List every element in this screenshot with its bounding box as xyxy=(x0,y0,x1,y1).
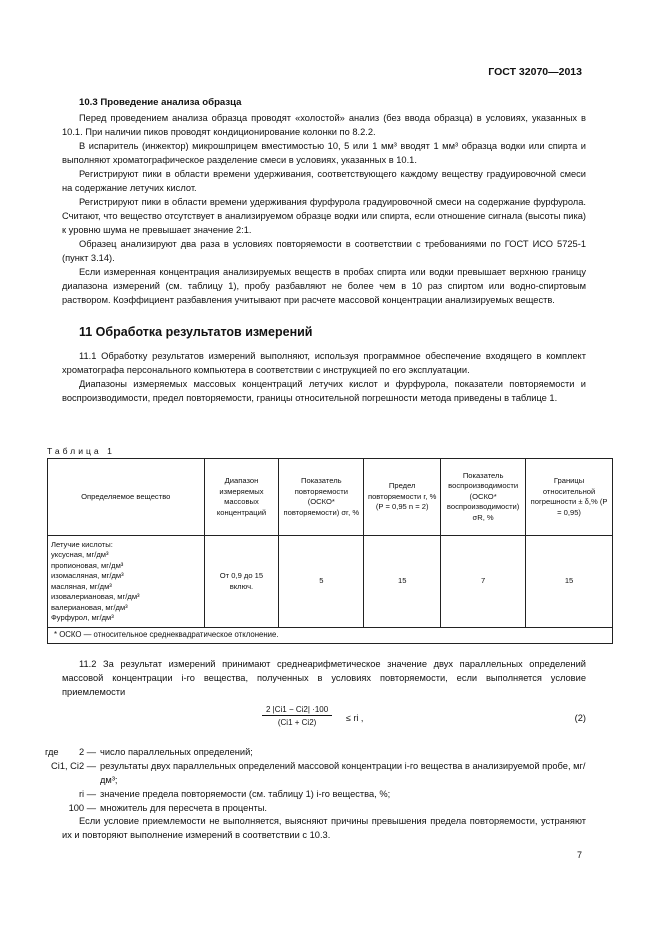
section-11-title: 11 Обработка результатов измерений xyxy=(79,325,313,339)
where-row xyxy=(45,745,586,759)
sigma-r-cell: 5 xyxy=(279,536,364,628)
table-header-cell: Определяемое вещество xyxy=(48,459,205,536)
substance-item: уксусная, мг/дм³ xyxy=(51,550,109,559)
delta-cell: 15 xyxy=(526,536,613,628)
paragraph: В испаритель (инжектор) микрошприцем вместимостью 10, 5 или 1 мм³ вводят 1 мм³ образца водки или спирта и выполняют хроматографическое разделение смеси в условиях, указанных в 10.1. xyxy=(62,141,586,165)
where-desc: результаты двух параллельных определений массовой концентрации i-го вещества в анализируемой пробе, мг/дм³; xyxy=(100,761,586,785)
r-cell: 15 xyxy=(364,536,441,628)
paragraph: Если измеренная концентрация анализируемых веществ в пробах спирта или водки превышает верхнюю границу диапазона измерений (см. таблицу 1), пробу разбавляют не более чем в 10 раз спиртом или водно-спиртовым раствором. Коэффициент разбавления учитывают при расчете массовой концентрации анализируемых веществ. xyxy=(62,267,586,305)
page-number: 7 xyxy=(576,850,582,860)
where-row xyxy=(45,801,586,815)
section-10-3-title: 10.3 Проведение анализа образца xyxy=(79,97,242,108)
where-key: ri — xyxy=(78,789,96,799)
table-1 xyxy=(47,458,613,644)
paragraph: Образец анализируют два раза в условиях повторяемости в соответствии с требованиями по ГОСТ ИСО 5725-1 (пункт 3.14). xyxy=(62,239,586,263)
where-desc: значение предела повторяемости (см. таблицу 1) i-го вещества, %; xyxy=(100,789,391,799)
where-row xyxy=(45,787,586,801)
section-11-body xyxy=(62,349,586,405)
substance-item: изомасляная, мг/дм³ xyxy=(51,571,124,580)
table-note: * ОСКО — относительное среднеквадратическое отклонение. xyxy=(48,628,613,644)
table-header-cell: Предел повторяемости r, % (P = 0,95 n = 2) xyxy=(364,459,441,536)
table-header-cell: Границы относительной погрешности ± δ,% (P = 0,95) xyxy=(526,459,613,536)
where-key: Ci1, Ci2 — xyxy=(51,761,96,771)
paragraph: Если условие приемлемости не выполняется, выясняют причины превышения предела повторяемости, устраняют их и повторяют выполнение измерений в соответствии с 10.3. xyxy=(62,816,586,840)
substance-item: масляная, мг/дм³ xyxy=(51,581,112,591)
section-10-3 xyxy=(62,96,586,307)
paragraph: 11.2 За результат измерений принимают среднеарифметическое значение двух параллельных определений массовой концентрации i-го вещества, полученных в условиях повторяемости, если выполняется условие приемлемости xyxy=(62,659,586,697)
table-header-cell: Диапазон измеряемых массовых концентраций xyxy=(204,459,279,536)
sigma-R-cell: 7 xyxy=(441,536,526,628)
where-list xyxy=(45,745,586,815)
where-desc: множитель для пересчета в проценты. xyxy=(100,803,267,813)
paragraph: 11.1 Обработку результатов измерений выполняют, используя программное обеспечение входящего в комплект хроматографа персонального компьютера в соответствии с инструкцией по его эксплуатации. xyxy=(62,351,586,375)
paragraph: Диапазоны измеряемых массовых концентраций летучих кислот и фурфурола, показатели повторяемости и воспроизводимости, предел повторяемости, границы относительной погрешности метода приведены в таблице 1. xyxy=(62,379,586,403)
section-11-2 xyxy=(62,657,586,699)
where-key: 2 — xyxy=(78,747,96,757)
formula-relation: ≤ ri , xyxy=(346,713,364,723)
substance-item: валериановая, мг/дм³ xyxy=(51,602,128,612)
formula-numerator: 2 |Ci1 − Ci2| ·100 xyxy=(262,705,332,716)
substance-item: Летучие кислоты: xyxy=(51,539,113,549)
substance-item: изовалериановая, мг/дм³ xyxy=(51,592,140,601)
paragraph: Регистрируют пики в области времени удерживания фурфурола градуировочной смеси на содержание фурфурола. Считают, что вещество отсутствует в анализируемом образце водки или спирта, если отношение сигнала (высоты пика) к уровню шума не превышает значение 2:1. xyxy=(62,197,586,235)
table-row xyxy=(48,536,613,628)
closing-paragraph xyxy=(62,814,586,842)
table-header-cell: Показатель воспроизводимости (ОСКО* воспроизводимости) σR, % xyxy=(441,459,526,536)
formula-number: (2) xyxy=(574,713,586,723)
substance-cell xyxy=(48,536,205,628)
where-row xyxy=(45,759,586,787)
table-note-row xyxy=(48,628,613,644)
formula-denominator: (Ci1 + Ci2) xyxy=(277,718,317,727)
where-key: 100 — xyxy=(68,803,96,813)
where-word: где xyxy=(45,747,59,757)
table-header-cell: Показатель повторяемости (ОСКО* повторяемости) σr, % xyxy=(279,459,364,536)
paragraph: Перед проведением анализа образца проводят «холостой» анализ (без ввода образца) в условиях, указанных в 10.1. При наличии пиков проводят кондиционирование колонки по 8.2.2. xyxy=(62,113,586,137)
where-desc: число параллельных определений; xyxy=(100,747,253,757)
table-caption: Таблица 1 xyxy=(47,446,115,456)
standard-header: ГОСТ 32070—2013 xyxy=(488,66,582,78)
range-cell: От 0,9 до 15 включ. xyxy=(204,536,279,628)
substance-item: пропионовая, мг/дм³ xyxy=(51,560,124,570)
formula-2 xyxy=(262,705,332,727)
paragraph: Регистрируют пики в области времени удерживания, соответствующего каждому веществу градуировочной смеси на содержание летучих кислот. xyxy=(62,169,586,193)
table-header-row xyxy=(48,459,613,536)
substance-item: Фурфурол, мг/дм³ xyxy=(51,613,114,622)
